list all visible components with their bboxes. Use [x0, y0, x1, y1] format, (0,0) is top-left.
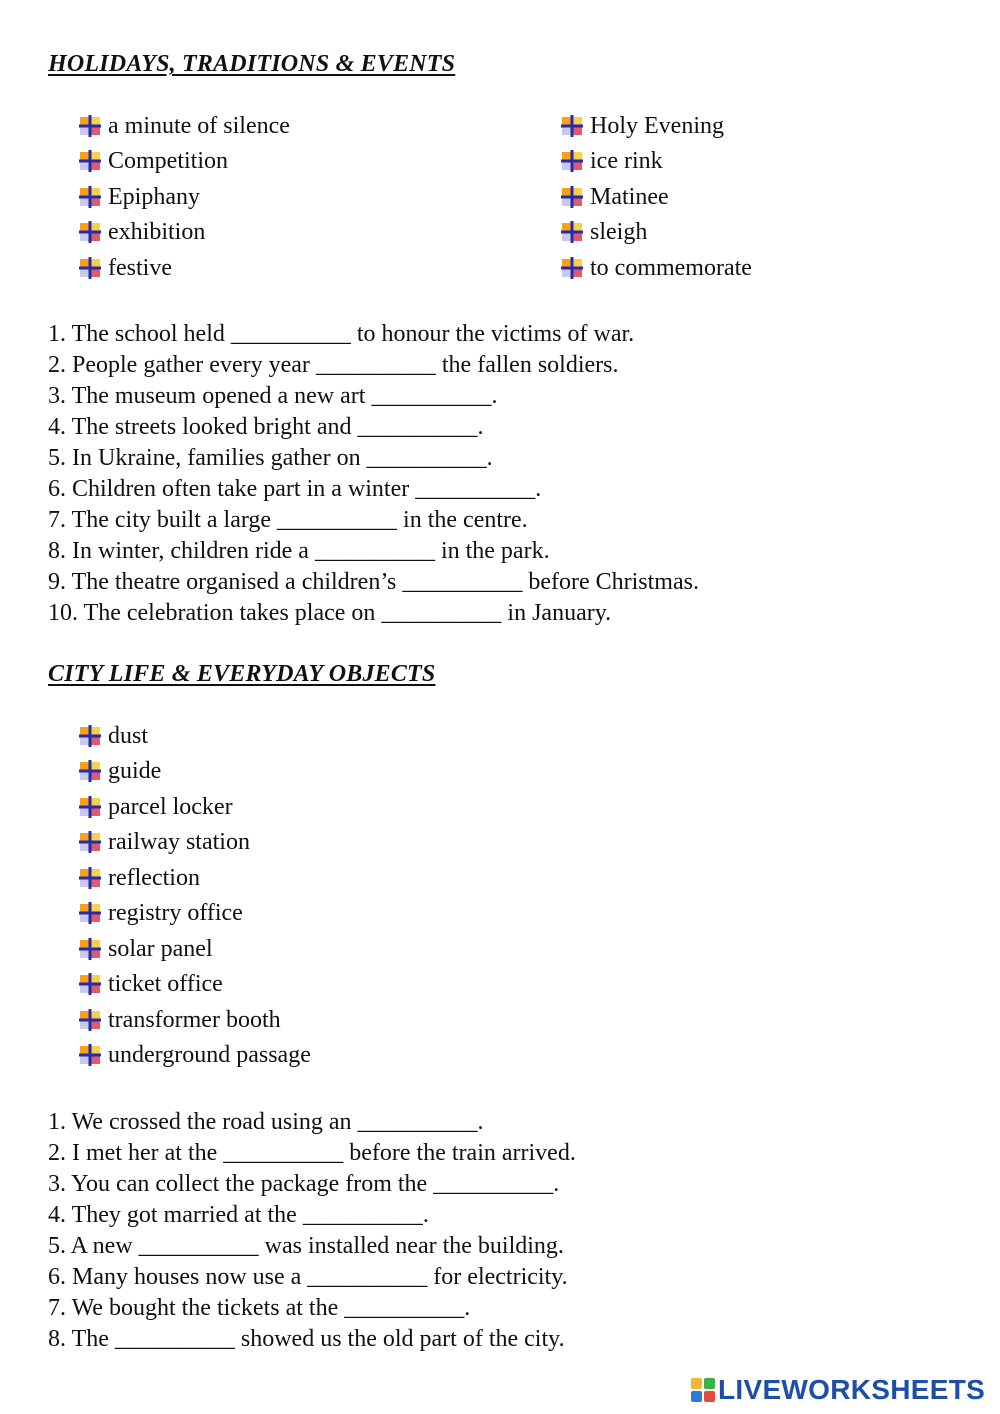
cross-bullet-icon	[78, 1008, 102, 1032]
sentence-item: 1. We crossed the road using an __________.	[48, 1109, 484, 1135]
vocab-item	[78, 718, 311, 754]
vocab-item	[78, 931, 311, 967]
vocab-item	[560, 215, 752, 251]
cross-bullet-icon	[78, 149, 102, 173]
sentence-item: 4. The streets looked bright and __________.	[48, 414, 484, 440]
cross-bullet-icon	[560, 114, 584, 138]
vocab-word: railway station	[108, 829, 250, 856]
cross-bullet-icon	[78, 901, 102, 925]
section-title-city-life: CITY LIFE & EVERYDAY OBJECTS	[48, 661, 436, 687]
vocab-word: festive	[108, 254, 172, 281]
liveworksheets-logo-icon	[690, 1377, 716, 1403]
vocab-word: transformer booth	[108, 1006, 281, 1033]
liveworksheets-logo	[690, 1374, 985, 1406]
cross-bullet-icon	[560, 256, 584, 280]
vocab-item	[78, 179, 290, 215]
sentence-item: 3. You can collect the package from the __________.	[48, 1171, 560, 1197]
vocab-item	[560, 108, 752, 144]
vocab-item	[78, 215, 290, 251]
cross-bullet-icon	[78, 830, 102, 854]
sentence-list-city-life	[48, 1107, 576, 1355]
cross-bullet-icon	[78, 256, 102, 280]
vocab-item	[78, 967, 311, 1003]
cross-bullet-icon	[78, 185, 102, 209]
vocab-item	[78, 1002, 311, 1038]
cross-bullet-icon	[78, 114, 102, 138]
cross-bullet-icon	[78, 724, 102, 748]
brand-name: LIVEWORKSHEETS	[718, 1374, 986, 1405]
vocab-list-holidays-right	[560, 108, 752, 286]
cross-bullet-icon	[78, 1043, 102, 1067]
cross-bullet-icon	[560, 220, 584, 244]
cross-bullet-icon	[78, 220, 102, 244]
sentence-item: 5. In Ukraine, families gather on __________.	[48, 445, 493, 471]
sentence-item: 6. Many houses now use a __________ for electricity.	[48, 1264, 568, 1290]
sentence-item: 5. A new __________ was installed near the building.	[48, 1233, 564, 1259]
cross-bullet-icon	[78, 795, 102, 819]
vocab-item	[78, 860, 311, 896]
vocab-word: Matinee	[590, 183, 669, 210]
vocab-word: sleigh	[590, 219, 648, 246]
sentence-item: 10. The celebration takes place on __________ in January.	[48, 600, 612, 626]
vocab-item	[560, 179, 752, 215]
vocab-word: Competition	[108, 148, 228, 175]
vocab-item	[78, 144, 290, 180]
sentence-item: 8. The __________ showed us the old part of the city.	[48, 1326, 565, 1352]
vocab-item	[78, 789, 311, 825]
sentence-item: 8. In winter, children ride a __________ in the park.	[48, 538, 550, 564]
sentence-item: 7. We bought the tickets at the __________.	[48, 1295, 471, 1321]
vocab-word: dust	[108, 722, 149, 749]
sentence-item: 6. Children often take part in a winter __________.	[48, 476, 542, 502]
vocab-item	[560, 250, 752, 286]
sentence-item: 4. They got married at the __________.	[48, 1202, 429, 1228]
sentence-item: 9. The theatre organised a children’s __________ before Christmas.	[48, 569, 699, 595]
vocab-word: guide	[108, 758, 162, 785]
sentence-item: 7. The city built a large __________ in the centre.	[48, 507, 528, 533]
cross-bullet-icon	[78, 937, 102, 961]
vocab-item	[78, 1038, 311, 1074]
vocab-word: Epiphany	[108, 183, 200, 210]
cross-bullet-icon	[78, 972, 102, 996]
section-title-holidays: HOLIDAYS, TRADITIONS & EVENTS	[48, 51, 456, 77]
cross-bullet-icon	[560, 149, 584, 173]
sentence-item: 1. The school held __________ to honour the victims of war.	[48, 321, 635, 347]
vocab-list-holidays-left	[78, 108, 290, 286]
vocab-item	[78, 108, 290, 144]
vocab-word: underground passage	[108, 1042, 311, 1069]
vocab-word: reflection	[108, 864, 200, 891]
vocab-word: exhibition	[108, 219, 206, 246]
vocab-item	[78, 250, 290, 286]
vocab-word: parcel locker	[108, 793, 233, 820]
cross-bullet-icon	[78, 759, 102, 783]
vocab-word: a minute of silence	[108, 112, 290, 139]
sentence-list-holidays	[48, 319, 699, 629]
sentence-item: 2. I met her at the __________ before the train arrived.	[48, 1140, 576, 1166]
vocab-word: Holy Evening	[590, 112, 724, 139]
vocab-word: registry office	[108, 900, 243, 927]
vocab-word: to commemorate	[590, 254, 752, 281]
vocab-item	[78, 825, 311, 861]
cross-bullet-icon	[78, 866, 102, 890]
vocab-item	[78, 896, 311, 932]
sentence-item: 3. The museum opened a new art __________.	[48, 383, 498, 409]
cross-bullet-icon	[560, 185, 584, 209]
vocab-word: ice rink	[590, 148, 663, 175]
vocab-word: ticket office	[108, 971, 223, 998]
sentence-item: 2. People gather every year __________ the fallen soldiers.	[48, 352, 619, 378]
vocab-word: solar panel	[108, 935, 213, 962]
vocab-item	[78, 754, 311, 790]
vocab-list-city-life	[78, 718, 311, 1073]
vocab-item	[560, 144, 752, 180]
